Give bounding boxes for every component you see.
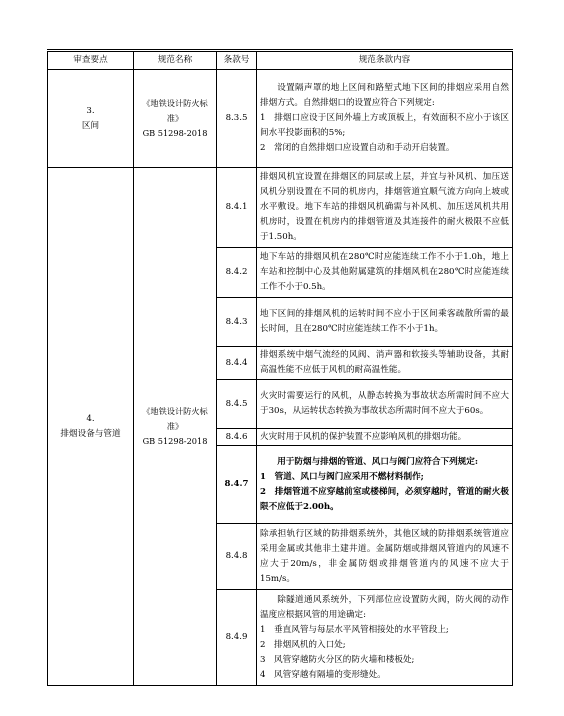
clause-number: 8.4.3 — [217, 298, 257, 347]
review-point-cell — [48, 70, 134, 168]
clause-content — [257, 429, 513, 446]
header-review-point: 审查要点 — [48, 51, 134, 70]
clause-line: 火灾时用于风机的保护装置不应影响风机的排烟功能。 — [260, 431, 467, 442]
clause-content — [257, 524, 513, 590]
clause-content — [257, 70, 513, 168]
standard-name-cell — [134, 70, 217, 168]
clause-number: 8.4.5 — [217, 380, 257, 429]
clause-line: 除承担轨行区域的防排烟系统外，其他区域的防排烟系统管道应采用金属或其他非土建井道。金属防烟或排烟风管道内的风速不应大于20m/s，非金属防烟或排烟管道内的风速不应大于15m/s。 — [260, 528, 509, 584]
clause-number: 8.3.5 — [217, 70, 257, 168]
clause-line: 地下车站的排烟风机在280℃时应能连续工作不小于1.0h，地上车站和控制中心及其他附属建筑的排烟风机在280℃时应能连续工作不小于0.5h。 — [260, 252, 509, 292]
clause-line: 地下区间的排烟风机的运转时间不应小于区间乘客疏散所需的最长时间，且在280℃时应能连续工作不小于1h。 — [260, 309, 509, 334]
clause-content — [257, 446, 513, 524]
table-row — [48, 70, 513, 168]
clause-number: 8.4.2 — [217, 248, 257, 298]
review-point-name: 排烟设备与管道 — [60, 428, 121, 439]
clause-line: 设置隔声罩的地上区间和路堑式地下区间的排烟应采用自然排烟方式。自然排烟口的设置应符合下列规定: — [260, 83, 509, 108]
clause-number: 8.4.9 — [217, 590, 257, 686]
clause-line: 1 管道、风口与阀门应采用不燃材料制作; — [260, 471, 424, 482]
clause-line: 除隧道通风系统外，下列部位应设置防火阀，防火阀的动作温度应根据风管的用途确定: — [260, 594, 509, 620]
clause-line: 2 排烟风机的入口处; — [260, 639, 346, 650]
clause-line: 2 排烟管道不应穿越前室或楼梯间，必须穿越时，管道的耐火极限不应低于2.00h。 — [260, 486, 509, 512]
table-header-row — [48, 51, 513, 70]
standard-code: GB 51298-2018 — [142, 436, 208, 446]
clause-number: 8.4.6 — [217, 429, 257, 446]
clause-line: 火灾时需要运行的风机，从静态转换为事故状态所需时间不应大于30s，从运转状态转换为事故状态所需时间不应大于60s。 — [260, 391, 509, 416]
clause-line: 排烟系统中烟气流经的风阀、消声器和软接头等辅助设备，其耐高温性能不应低于风机的耐高温性能。 — [260, 350, 509, 375]
clause-content — [257, 298, 513, 347]
clause-line: 3 风管穿越防火分区的防火墙和楼板处; — [260, 654, 415, 665]
clause-line: 2 常闭的自然排烟口应设置自动和手动开启装置。 — [260, 143, 455, 153]
clause-number: 8.4.8 — [217, 524, 257, 590]
clause-content — [257, 248, 513, 298]
clause-content — [257, 590, 513, 686]
review-point-number: 4. — [86, 413, 95, 424]
clause-line: 1 排烟口应设于区间外墙上方或顶板上，有效面积不应小于该区间水平投影面积的5%; — [260, 113, 509, 138]
header-clause-content: 规范条款内容 — [257, 51, 513, 70]
header-clause-number: 条款号 — [217, 51, 257, 70]
clause-line: 排烟风机宜设置在排烟区的同层或上层，并宜与补风机、加压送风机分别设置在不同的机房内，排烟管道宜顺气流方向向上坡或水平敷设。地下车站的排烟风机确需与补风机、加压送风机共用机房时，设置在机房内的排烟管道及其连接件的耐火极限不应低于1.50h。 — [260, 172, 509, 242]
clause-line: 用于防烟与排烟的管道、风口与阀门应符合下列规定: — [277, 456, 479, 467]
header-standard-name: 规范名称 — [134, 51, 217, 70]
review-point-number: 3. — [86, 105, 95, 116]
table-row — [48, 168, 513, 248]
clause-content — [257, 347, 513, 380]
review-point-cell — [48, 168, 134, 686]
code-review-table — [47, 49, 513, 686]
standard-name-cell — [134, 168, 217, 686]
clause-line: 4 风管穿越有隔墙的变形缝处。 — [260, 669, 386, 680]
review-point-name: 区间 — [81, 120, 100, 131]
clause-content — [257, 168, 513, 248]
clause-number: 8.4.1 — [217, 168, 257, 248]
clause-line: 1 垂直风管与每层水平风管相接处的水平管段上; — [260, 624, 449, 635]
standard-code: GB 51298-2018 — [142, 128, 208, 138]
standard-title: 《地铁设计防火标准》 — [142, 406, 208, 431]
standard-title: 《地铁设计防火标准》 — [142, 98, 208, 123]
clause-number: 8.4.7 — [217, 446, 257, 524]
clause-number: 8.4.4 — [217, 347, 257, 380]
clause-content — [257, 380, 513, 429]
